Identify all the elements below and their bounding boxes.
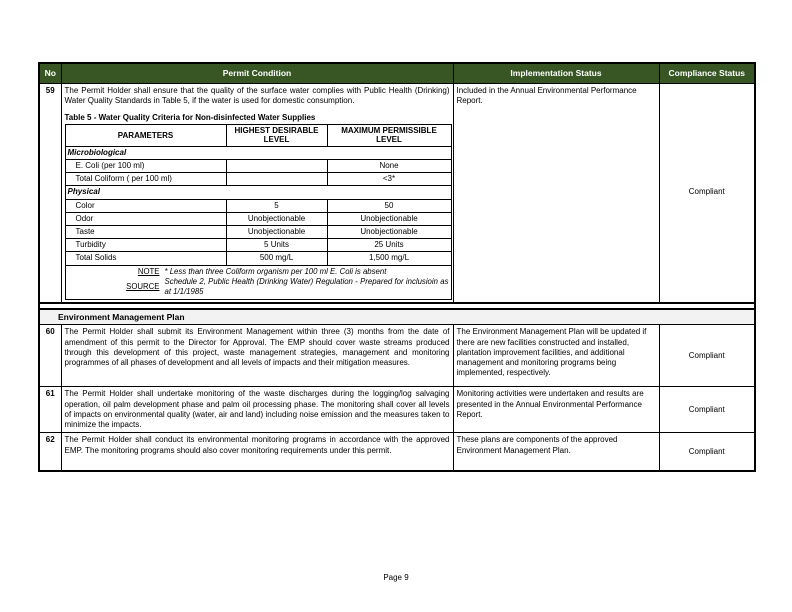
t5-parameter: Total Coliform ( per 100 ml): [65, 173, 226, 186]
t5-parameter: Odor: [65, 212, 226, 225]
t5-parameter: Total Solids: [65, 252, 226, 265]
table-row-62: [39, 433, 755, 471]
t5-parameter: E. Coli (per 100 ml): [65, 159, 226, 172]
t5-section-microbiological: Microbiological: [65, 146, 451, 159]
compliance-status-cell: Compliant: [659, 433, 755, 471]
t5-max-value: Unobjectionable: [327, 212, 451, 225]
page-footer: Page 9: [383, 573, 409, 582]
table-row-60: [39, 325, 755, 387]
t5-max-value: Unobjectionable: [327, 225, 451, 238]
section-header-title: Environment Management Plan: [39, 309, 755, 325]
table-row: [65, 212, 451, 225]
t5-parameter: Color: [65, 199, 226, 212]
column-header-no: No: [39, 63, 61, 83]
row-number: 59: [39, 83, 61, 303]
row-number: 62: [39, 433, 61, 471]
table-row: [65, 199, 451, 212]
table5-title: Table 5 - Water Quality Criteria for Non-disinfected Water Supplies: [64, 112, 316, 122]
note-label: NOTE: [137, 266, 160, 276]
t5-highest-value: 5: [226, 199, 327, 212]
compliance-status-cell: Compliant: [659, 83, 755, 303]
column-header-implementation-status: Implementation Status: [453, 63, 659, 83]
table-row: [65, 173, 451, 186]
table-row-61: [39, 387, 755, 433]
t5-header-highest-desirable: HIGHEST DESIRABLE LEVEL: [226, 125, 327, 146]
implementation-status-cell: Included in the Annual Environmental Performance Report.: [453, 83, 659, 303]
t5-section-row: [65, 186, 451, 199]
note-text: * Less than three Coliform organism per 100 ml E. Coli is absent: [164, 266, 387, 276]
t5-max-value: 50: [327, 199, 451, 212]
row-number: 61: [39, 387, 61, 433]
implementation-status-cell: The Environment Management Plan will be updated if there are new facilities constructed and installed, plantation improvement facilities, and additional management and monitoring programs being implemented, respectively.: [453, 325, 659, 387]
t5-max-value: 25 Units: [327, 239, 451, 252]
compliance-status-cell: Compliant: [659, 325, 755, 387]
row-number: 60: [39, 325, 61, 387]
t5-highest-value: Unobjectionable: [226, 212, 327, 225]
permit-condition-cell: The Permit Holder shall submit its Environment Management within three (3) months from the date of amendment of this permit to the Director for Approval. The EMP should cover waste streams produced through this development of this project, waste management strategies, management and monitoring programmes of all phases of development and all levels of impacts and their mitigation measures.: [61, 325, 453, 387]
t5-max-value: None: [327, 159, 451, 172]
table-header-row: [39, 63, 755, 83]
source-label: SOURCE: [126, 281, 160, 291]
water-quality-table: [65, 124, 452, 299]
t5-highest-value: [226, 173, 327, 186]
column-header-compliance-status: Compliance Status: [659, 63, 755, 83]
compliance-status-cell: Compliant: [659, 387, 755, 433]
table-row: [65, 159, 451, 172]
table-row: [65, 252, 451, 265]
t5-note-source-row: [65, 265, 451, 299]
t5-header-max-permissible: MAXIMUM PERMISSIBLE LEVEL: [327, 125, 451, 146]
permit-condition-cell: The Permit Holder shall conduct its environmental monitoring programs in accordance with the approved EMP. The monitoring programs should also cover monitoring requirements under this permit.: [61, 433, 453, 471]
implementation-status-cell: These plans are components of the approved Environment Management Plan.: [453, 433, 659, 471]
t5-parameter: Turbidity: [65, 239, 226, 252]
column-header-permit-condition: Permit Condition: [61, 63, 453, 83]
implementation-status-cell: Monitoring activities were undertaken and results are presented in the Annual Environmental Performance Report.: [453, 387, 659, 433]
table-row-59: [39, 83, 755, 303]
t5-max-value: <3*: [327, 173, 451, 186]
table-row: [65, 239, 451, 252]
section-header-row: [39, 309, 755, 325]
permit-condition-cell: [61, 83, 453, 303]
table-row: [65, 225, 451, 238]
t5-highest-value: 5 Units: [226, 239, 327, 252]
t5-highest-value: 500 mg/L: [226, 252, 327, 265]
t5-header-parameters: PARAMETERS: [65, 125, 226, 146]
permit-condition-cell: The Permit Holder shall undertake monitoring of the waste discharges during the logging/log salvaging operation, oil palm development phase and palm oil processing phase. The monitoring shall cover all levels of impacts on environmental quality (water, air and land) including noise emission and the measures taken to minimize the impacts.: [61, 387, 453, 433]
t5-section-row: [65, 146, 451, 159]
t5-max-value: 1,500 mg/L: [327, 252, 451, 265]
t5-section-physical: Physical: [65, 186, 451, 199]
t5-highest-value: [226, 159, 327, 172]
t5-parameter: Taste: [65, 225, 226, 238]
source-text: Schedule 2, Public Health (Drinking Water) Regulation - Prepared for inclusioin as at 1/1/1985: [164, 276, 449, 296]
t5-highest-value: Unobjectionable: [226, 225, 327, 238]
permit-condition-text: The Permit Holder shall ensure that the quality of the surface water complies with Public Health (Drinking) Water Quality Standards in Table 5, if the water is used for domestic consumption.: [64, 85, 450, 105]
compliance-table: [38, 62, 756, 472]
water-quality-header-row: [65, 125, 451, 146]
